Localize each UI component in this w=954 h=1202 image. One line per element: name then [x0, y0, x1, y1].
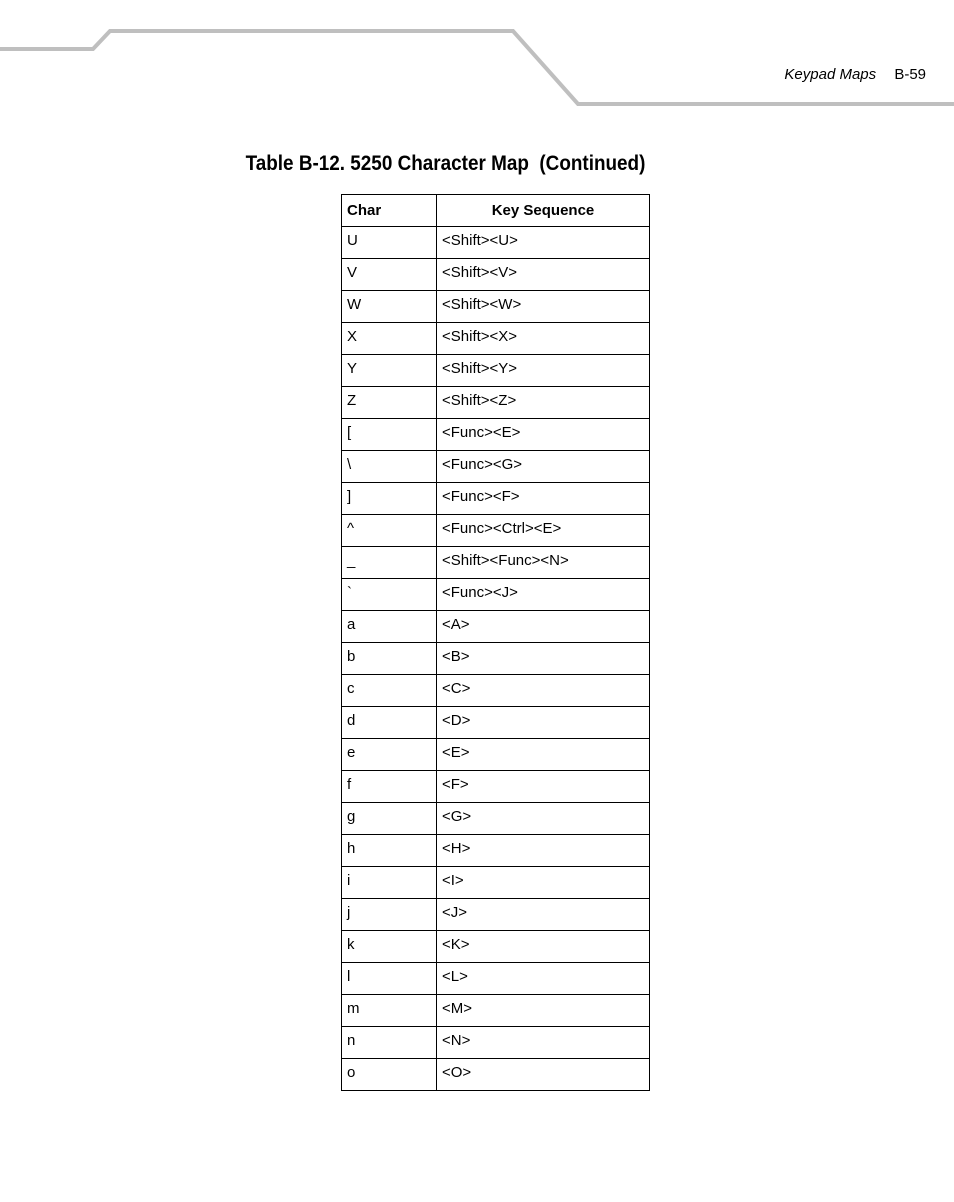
key-sequence-cell: <I> — [437, 867, 650, 899]
table-row — [342, 643, 650, 675]
key-sequence-cell: <M> — [437, 995, 650, 1027]
char-cell: V — [342, 259, 437, 291]
key-sequence-cell: <D> — [437, 707, 650, 739]
char-cell: o — [342, 1059, 437, 1091]
char-cell: b — [342, 643, 437, 675]
key-sequence-cell: <E> — [437, 739, 650, 771]
key-sequence-cell: <L> — [437, 963, 650, 995]
char-cell: l — [342, 963, 437, 995]
table-row — [342, 323, 650, 355]
table-row — [342, 611, 650, 643]
key-sequence-cell: <Shift><U> — [437, 227, 650, 259]
table-row — [342, 835, 650, 867]
key-sequence-cell: <N> — [437, 1027, 650, 1059]
key-sequence-cell: <B> — [437, 643, 650, 675]
table-row — [342, 355, 650, 387]
key-sequence-cell: <O> — [437, 1059, 650, 1091]
key-sequence-cell: <Func><Ctrl><E> — [437, 515, 650, 547]
table-row — [342, 547, 650, 579]
table-row — [342, 515, 650, 547]
char-cell: j — [342, 899, 437, 931]
key-sequence-cell: <Shift><Y> — [437, 355, 650, 387]
key-sequence-cell: <Shift><Z> — [437, 387, 650, 419]
table-row — [342, 771, 650, 803]
header-rule-decoration — [0, 0, 954, 110]
table-row — [342, 1059, 650, 1091]
table-row — [342, 739, 650, 771]
key-sequence-cell: <Func><E> — [437, 419, 650, 451]
table-row — [342, 387, 650, 419]
char-cell: n — [342, 1027, 437, 1059]
key-sequence-cell: <C> — [437, 675, 650, 707]
table-row — [342, 995, 650, 1027]
table-row — [342, 259, 650, 291]
char-cell: _ — [342, 547, 437, 579]
key-sequence-cell: <H> — [437, 835, 650, 867]
column-header-key-sequence: Key Sequence — [437, 195, 650, 227]
char-cell: Z — [342, 387, 437, 419]
char-cell: ^ — [342, 515, 437, 547]
key-sequence-cell: <Shift><V> — [437, 259, 650, 291]
key-sequence-cell: <Shift><X> — [437, 323, 650, 355]
char-cell: e — [342, 739, 437, 771]
char-cell: [ — [342, 419, 437, 451]
table-row — [342, 419, 650, 451]
table-title: Table B-12. 5250 Character Map (Continued) — [245, 152, 646, 175]
char-cell: i — [342, 867, 437, 899]
key-sequence-cell: <Shift><Func><N> — [437, 547, 650, 579]
char-cell: U — [342, 227, 437, 259]
section-name: Keypad Maps — [784, 66, 877, 83]
key-sequence-cell: <Func><G> — [437, 451, 650, 483]
key-sequence-cell: <G> — [437, 803, 650, 835]
table-row — [342, 867, 650, 899]
table-row — [342, 899, 650, 931]
char-cell: c — [342, 675, 437, 707]
table-row — [342, 451, 650, 483]
table-row — [342, 579, 650, 611]
table-row — [342, 675, 650, 707]
key-sequence-cell: <K> — [437, 931, 650, 963]
running-header — [784, 66, 926, 83]
table-header-row — [342, 195, 650, 227]
table-row — [342, 963, 650, 995]
char-cell: X — [342, 323, 437, 355]
column-header-char: Char — [342, 195, 437, 227]
table-row — [342, 803, 650, 835]
key-sequence-cell: <Func><J> — [437, 579, 650, 611]
key-sequence-cell: <J> — [437, 899, 650, 931]
table-row — [342, 483, 650, 515]
key-sequence-cell: <Shift><W> — [437, 291, 650, 323]
char-cell: k — [342, 931, 437, 963]
char-cell: ` — [342, 579, 437, 611]
character-map-table — [341, 194, 650, 1091]
char-cell: m — [342, 995, 437, 1027]
char-cell: d — [342, 707, 437, 739]
char-cell: ] — [342, 483, 437, 515]
table-row — [342, 707, 650, 739]
char-cell: Y — [342, 355, 437, 387]
table-row — [342, 227, 650, 259]
table-row — [342, 931, 650, 963]
char-cell: W — [342, 291, 437, 323]
char-cell: f — [342, 771, 437, 803]
key-sequence-cell: <Func><F> — [437, 483, 650, 515]
table-body — [342, 227, 650, 1091]
table-row — [342, 1027, 650, 1059]
char-cell: h — [342, 835, 437, 867]
page-number: B-59 — [894, 66, 926, 83]
table-row — [342, 291, 650, 323]
key-sequence-cell: <F> — [437, 771, 650, 803]
char-cell: \ — [342, 451, 437, 483]
char-cell: g — [342, 803, 437, 835]
char-cell: a — [342, 611, 437, 643]
key-sequence-cell: <A> — [437, 611, 650, 643]
